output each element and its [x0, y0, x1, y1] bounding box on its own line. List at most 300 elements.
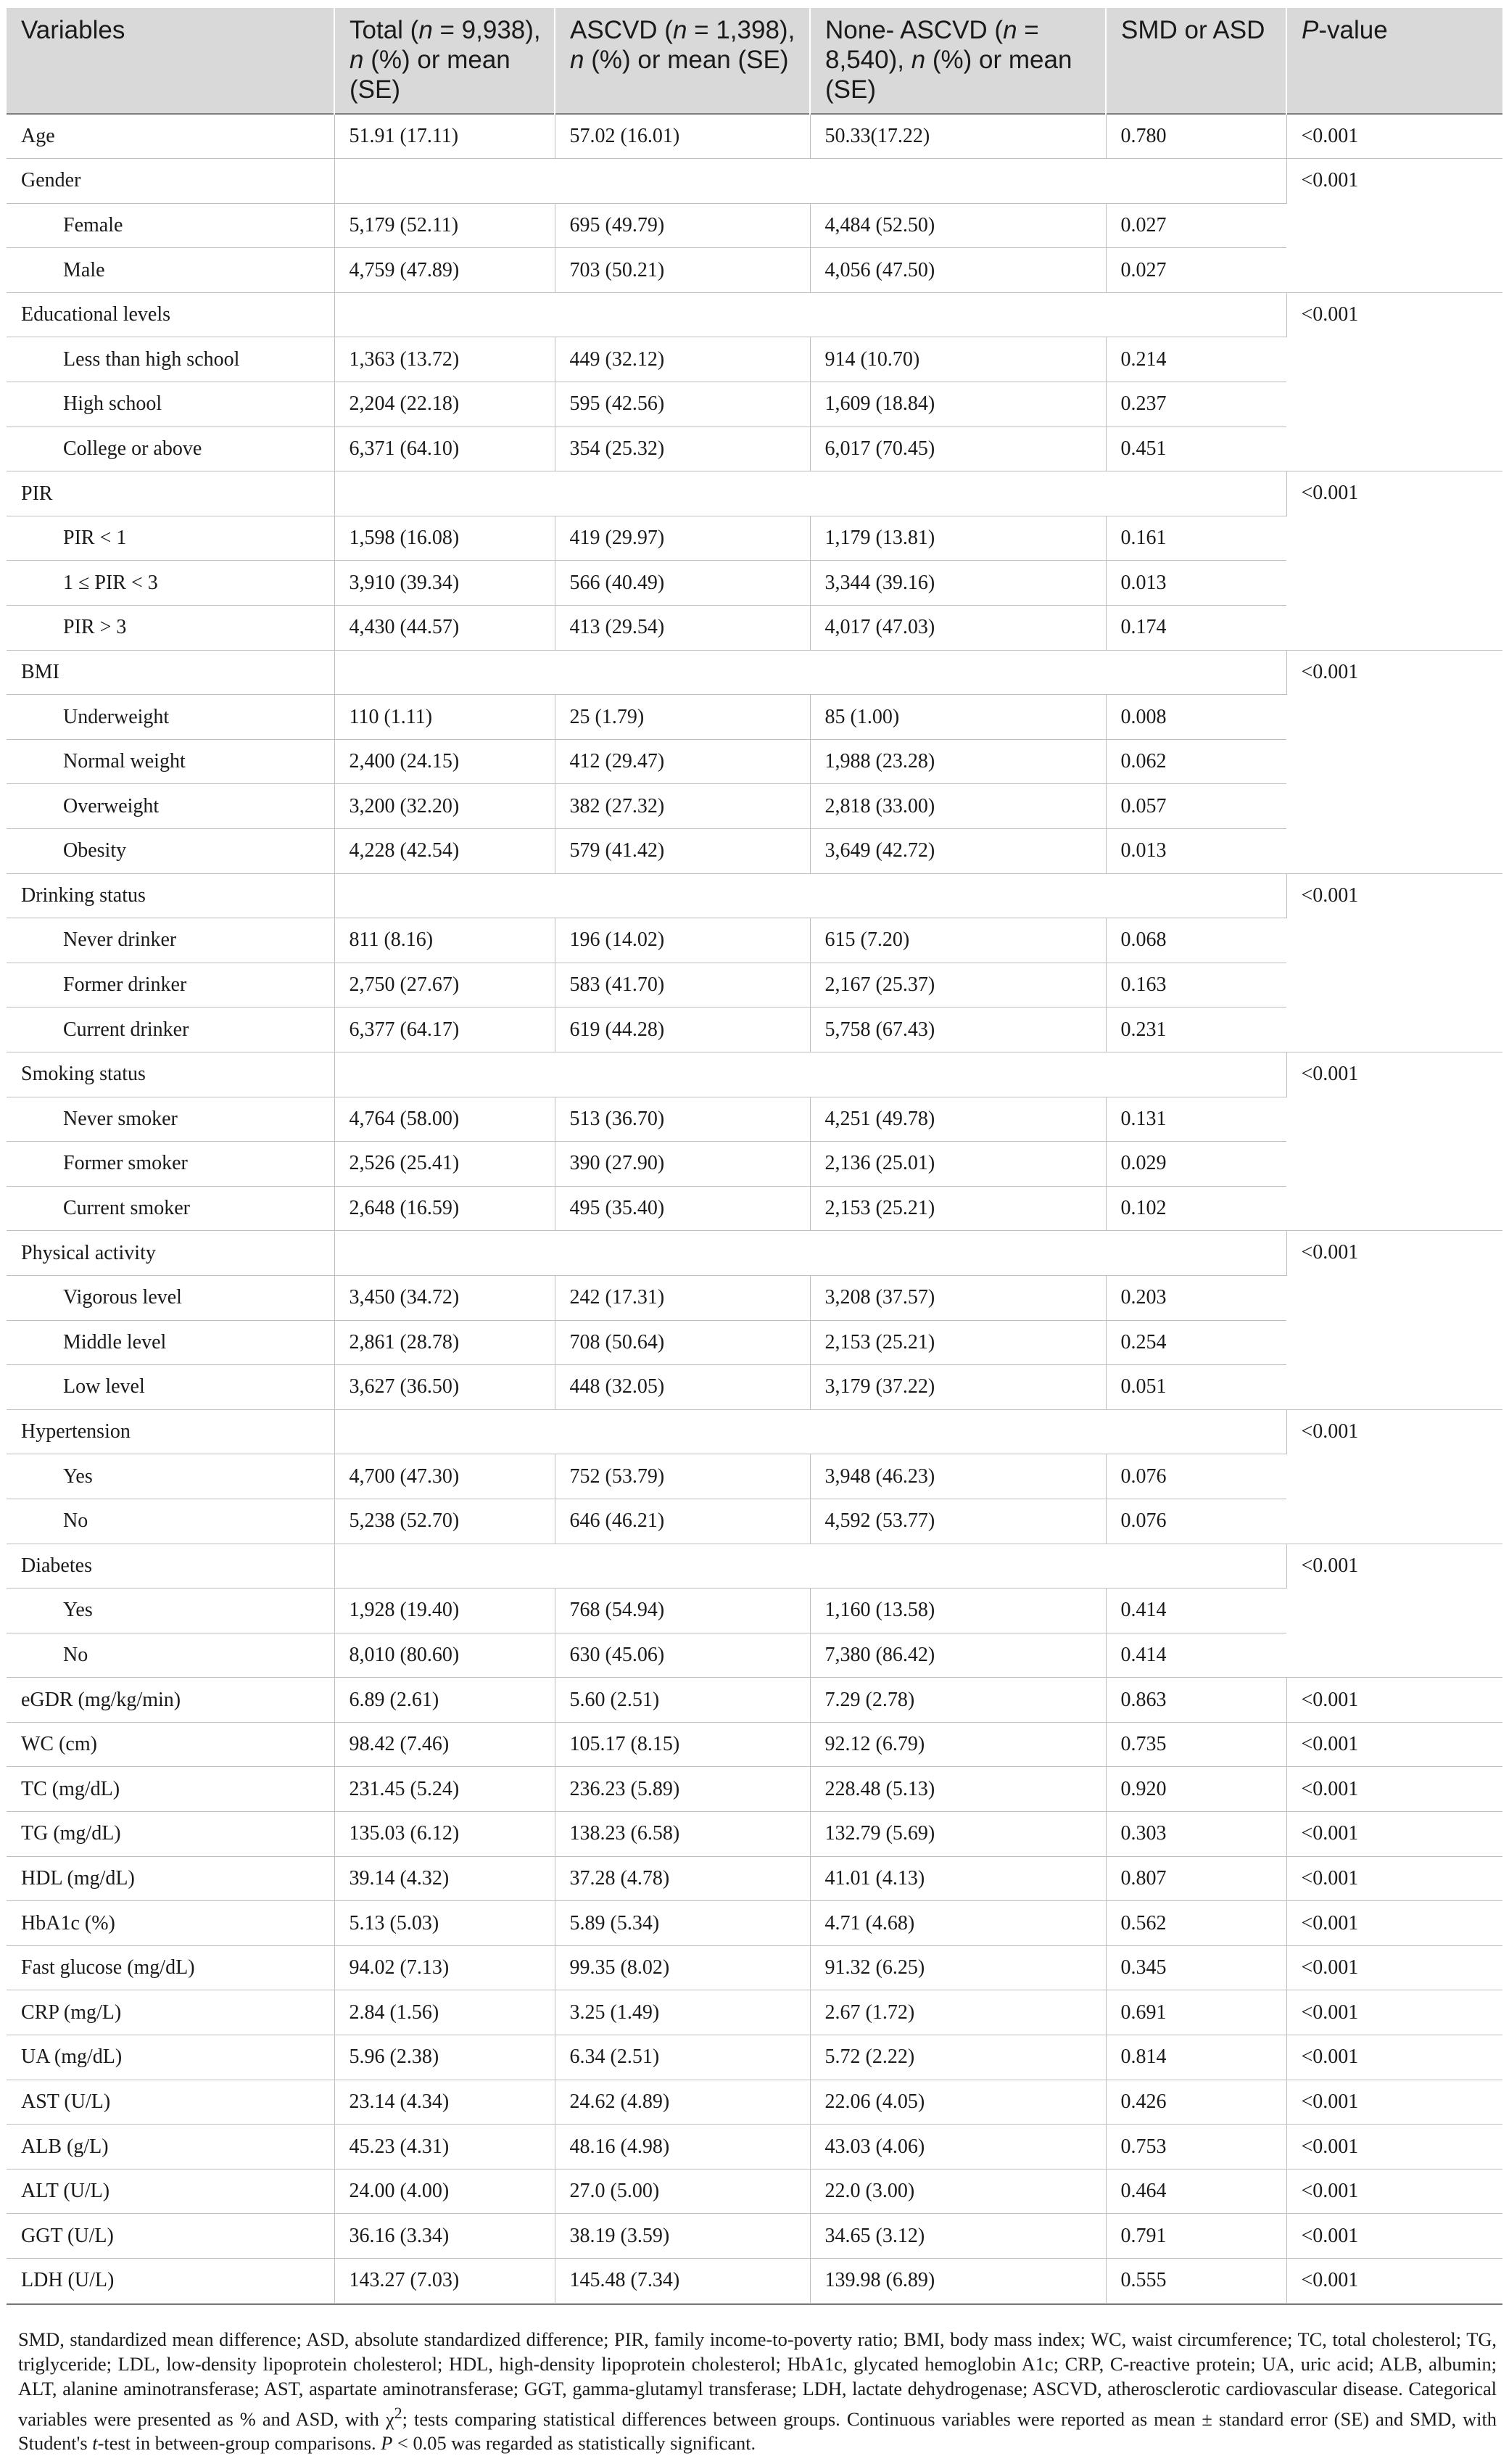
category-blank [334, 1544, 1286, 1589]
cell-ascvd: 196 (14.02) [555, 918, 810, 963]
cell-smd: 0.051 [1106, 1365, 1286, 1410]
cell-ascvd: 57.02 (16.01) [555, 114, 810, 159]
table-row [7, 561, 1502, 606]
cell-none-ascvd: 132.79 (5.69) [810, 1812, 1106, 1857]
category-label: Smoking status [7, 1052, 334, 1097]
cell-smd: 0.008 [1106, 695, 1286, 740]
header-total-text-c: (%) or mean (SE) [350, 46, 510, 104]
cell-smd: 0.013 [1106, 829, 1286, 874]
footnote-part3: -test in between-group comparisons. [97, 2432, 381, 2455]
subcategory-label: Never drinker [7, 918, 334, 963]
cell-total: 98.42 (7.46) [334, 1722, 555, 1767]
cell-none-ascvd: 4.71 (4.68) [810, 1901, 1106, 1946]
subcategory-label: No [7, 1499, 334, 1544]
table-row [7, 1186, 1502, 1231]
cell-ascvd: 27.0 (5.00) [555, 2169, 810, 2214]
cell-none-ascvd: 2,153 (25.21) [810, 1320, 1106, 1365]
cell-none-ascvd: 22.06 (4.05) [810, 2080, 1106, 2125]
table-row [7, 1544, 1502, 1589]
header-none-n1: n [1003, 16, 1017, 44]
cell-none-ascvd: 1,609 (18.84) [810, 382, 1106, 427]
cell-smd: 0.027 [1106, 248, 1286, 293]
cell-none-ascvd: 3,948 (46.23) [810, 1454, 1106, 1499]
cell-ascvd: 630 (45.06) [555, 1633, 810, 1678]
cell-none-ascvd: 7.29 (2.78) [810, 1678, 1106, 1723]
category-blank [334, 292, 1286, 337]
cell-ascvd: 145.48 (7.34) [555, 2259, 810, 2304]
cell-ascvd: 449 (32.12) [555, 337, 810, 382]
table-row [7, 2080, 1502, 2125]
table-row [7, 1409, 1502, 1454]
cell-total: 2,750 (27.67) [334, 963, 555, 1008]
cell-p-value: <0.001 [1286, 2214, 1502, 2259]
cell-none-ascvd: 4,251 (49.78) [810, 1097, 1106, 1142]
footnote-part2: ; tests comparing statistical differences between groups. Continuous variables were reported as mean ± standard error (SE) and SMD, with Student's [18, 2407, 1497, 2455]
cell-p-value: <0.001 [1286, 159, 1502, 293]
table-row [7, 1320, 1502, 1365]
cell-smd: 0.753 [1106, 2125, 1286, 2170]
header-ascvd-n2: n [570, 46, 584, 74]
cell-total: 3,450 (34.72) [334, 1275, 555, 1320]
row-label: Fast glucose (mg/dL) [7, 1945, 334, 1990]
cell-total: 45.23 (4.31) [334, 2125, 555, 2170]
table-row [7, 829, 1502, 874]
cell-none-ascvd: 22.0 (3.00) [810, 2169, 1106, 2214]
cell-none-ascvd: 4,484 (52.50) [810, 203, 1106, 248]
header-ascvd-text-b: = 1,398), [687, 16, 795, 44]
subcategory-label: Overweight [7, 784, 334, 829]
cell-total: 5,179 (52.11) [334, 203, 555, 248]
subcategory-label: Obesity [7, 829, 334, 874]
header-variables [7, 8, 334, 114]
cell-ascvd: 579 (41.42) [555, 829, 810, 874]
subcategory-label: Male [7, 248, 334, 293]
cell-ascvd: 448 (32.05) [555, 1365, 810, 1410]
cell-total: 6,371 (64.10) [334, 427, 555, 471]
header-p-value [1286, 8, 1502, 114]
cell-none-ascvd: 5.72 (2.22) [810, 2035, 1106, 2080]
cell-total: 1,928 (19.40) [334, 1589, 555, 1633]
document-page [7, 0, 1502, 2455]
cell-p-value: <0.001 [1286, 1990, 1502, 2035]
header-variables-text: Variables [21, 16, 125, 44]
row-label: eGDR (mg/kg/min) [7, 1678, 334, 1723]
cell-p-value: <0.001 [1286, 471, 1502, 650]
cell-smd: 0.161 [1106, 516, 1286, 561]
cell-total: 2,400 (24.15) [334, 739, 555, 784]
cell-none-ascvd: 43.03 (4.06) [810, 2125, 1106, 2170]
cell-none-ascvd: 85 (1.00) [810, 695, 1106, 740]
cell-ascvd: 513 (36.70) [555, 1097, 810, 1142]
cell-smd: 0.426 [1106, 2080, 1286, 2125]
cell-p-value: <0.001 [1286, 1544, 1502, 1678]
table-row [7, 1008, 1502, 1052]
cell-none-ascvd: 2,818 (33.00) [810, 784, 1106, 829]
header-none-text-b: = 8,540), [825, 16, 1039, 74]
category-label: Educational levels [7, 292, 334, 337]
category-label: Drinking status [7, 873, 334, 918]
cell-ascvd: 495 (35.40) [555, 1186, 810, 1231]
header-smd [1106, 8, 1286, 114]
header-ascvd [555, 8, 810, 114]
footnote-p-italic: P [381, 2432, 393, 2455]
table-row [7, 2259, 1502, 2304]
table-row [7, 159, 1502, 204]
header-none-text-a: None- ASCVD ( [825, 16, 1004, 44]
cell-p-value: <0.001 [1286, 1231, 1502, 1409]
table-row [7, 1454, 1502, 1499]
subcategory-label: Former drinker [7, 963, 334, 1008]
cell-smd: 0.814 [1106, 2035, 1286, 2080]
cell-total: 3,200 (32.20) [334, 784, 555, 829]
cell-smd: 0.691 [1106, 1990, 1286, 2035]
cell-total: 1,363 (13.72) [334, 337, 555, 382]
header-total-text-a: Total ( [350, 16, 419, 44]
cell-none-ascvd: 92.12 (6.79) [810, 1722, 1106, 1767]
table-row [7, 1678, 1502, 1723]
cell-ascvd: 390 (27.90) [555, 1142, 810, 1187]
cell-none-ascvd: 139.98 (6.89) [810, 2259, 1106, 2304]
category-blank [334, 650, 1286, 695]
cell-ascvd: 37.28 (4.78) [555, 1856, 810, 1901]
subcategory-label: Yes [7, 1589, 334, 1633]
cell-p-value: <0.001 [1286, 1722, 1502, 1767]
cell-total: 24.00 (4.00) [334, 2169, 555, 2214]
cell-smd: 0.780 [1106, 114, 1286, 159]
table-row [7, 114, 1502, 159]
cell-none-ascvd: 1,988 (23.28) [810, 739, 1106, 784]
cell-smd: 0.068 [1106, 918, 1286, 963]
cell-ascvd: 48.16 (4.98) [555, 2125, 810, 2170]
cell-smd: 0.345 [1106, 1945, 1286, 1990]
table-row [7, 1767, 1502, 1812]
header-ascvd-n1: n [672, 16, 687, 44]
cell-none-ascvd: 2.67 (1.72) [810, 1990, 1106, 2035]
cell-smd: 0.062 [1106, 739, 1286, 784]
table-row [7, 1901, 1502, 1946]
table-row [7, 427, 1502, 471]
cell-total: 135.03 (6.12) [334, 1812, 555, 1857]
table-row [7, 1097, 1502, 1142]
cell-p-value: <0.001 [1286, 1945, 1502, 1990]
cell-none-ascvd: 2,153 (25.21) [810, 1186, 1106, 1231]
cell-none-ascvd: 7,380 (86.42) [810, 1633, 1106, 1678]
cell-p-value: <0.001 [1286, 1812, 1502, 1857]
table-row [7, 1633, 1502, 1678]
subcategory-label: No [7, 1633, 334, 1678]
cell-ascvd: 138.23 (6.58) [555, 1812, 810, 1857]
cell-p-value: <0.001 [1286, 873, 1502, 1052]
cell-total: 8,010 (80.60) [334, 1633, 555, 1678]
subcategory-label: Former smoker [7, 1142, 334, 1187]
row-label: LDH (U/L) [7, 2259, 334, 2304]
table-row [7, 1142, 1502, 1187]
cell-p-value: <0.001 [1286, 650, 1502, 873]
cell-ascvd: 5.60 (2.51) [555, 1678, 810, 1723]
cell-p-value: <0.001 [1286, 1678, 1502, 1723]
subcategory-label: College or above [7, 427, 334, 471]
cell-total: 2,861 (28.78) [334, 1320, 555, 1365]
cell-smd: 0.214 [1106, 337, 1286, 382]
row-label: GGT (U/L) [7, 2214, 334, 2259]
table-row [7, 963, 1502, 1008]
cell-ascvd: 236.23 (5.89) [555, 1767, 810, 1812]
cell-total: 3,627 (36.50) [334, 1365, 555, 1410]
cell-none-ascvd: 41.01 (4.13) [810, 1856, 1106, 1901]
cell-none-ascvd: 91.32 (6.25) [810, 1945, 1106, 1990]
cell-total: 4,700 (47.30) [334, 1454, 555, 1499]
footnote-part4: < 0.05 was regarded as statistically significant. [392, 2432, 756, 2455]
cell-total: 5.13 (5.03) [334, 1901, 555, 1946]
subcategory-label: Normal weight [7, 739, 334, 784]
table-row [7, 918, 1502, 963]
row-label: TG (mg/dL) [7, 1812, 334, 1857]
cell-total: 4,764 (58.00) [334, 1097, 555, 1142]
category-blank [334, 873, 1286, 918]
cell-ascvd: 5.89 (5.34) [555, 1901, 810, 1946]
header-ascvd-text-c: (%) or mean (SE) [584, 46, 789, 74]
row-label: TC (mg/dL) [7, 1767, 334, 1812]
cell-total: 39.14 (4.32) [334, 1856, 555, 1901]
cell-ascvd: 752 (53.79) [555, 1454, 810, 1499]
cell-total: 2,204 (22.18) [334, 382, 555, 427]
cell-smd: 0.013 [1106, 561, 1286, 606]
cell-smd: 0.791 [1106, 2214, 1286, 2259]
cell-total: 4,430 (44.57) [334, 606, 555, 651]
cell-total: 2,526 (25.41) [334, 1142, 555, 1187]
cell-p-value: <0.001 [1286, 292, 1502, 471]
table-body [7, 114, 1502, 2303]
cell-none-ascvd: 2,136 (25.01) [810, 1142, 1106, 1187]
cell-smd: 0.237 [1106, 382, 1286, 427]
category-label: Gender [7, 159, 334, 204]
header-total-n1: n [418, 16, 433, 44]
table-row [7, 2035, 1502, 2080]
table-row [7, 1589, 1502, 1633]
subcategory-label: PIR < 1 [7, 516, 334, 561]
category-label: Hypertension [7, 1409, 334, 1454]
table-row [7, 516, 1502, 561]
subcategory-label: Middle level [7, 1320, 334, 1365]
cell-total: 110 (1.11) [334, 695, 555, 740]
header-none-ascvd [810, 8, 1106, 114]
cell-none-ascvd: 615 (7.20) [810, 918, 1106, 963]
cell-smd: 0.562 [1106, 1901, 1286, 1946]
cell-smd: 0.029 [1106, 1142, 1286, 1187]
cell-ascvd: 695 (49.79) [555, 203, 810, 248]
cell-ascvd: 25 (1.79) [555, 695, 810, 740]
footnote-chi-sup: 2 [394, 2403, 402, 2422]
cell-p-value: <0.001 [1286, 1901, 1502, 1946]
cell-smd: 0.231 [1106, 1008, 1286, 1052]
cell-none-ascvd: 914 (10.70) [810, 337, 1106, 382]
cell-total: 4,228 (42.54) [334, 829, 555, 874]
table-row [7, 1231, 1502, 1276]
category-label: PIR [7, 471, 334, 516]
table-row [7, 1945, 1502, 1990]
cell-p-value: <0.001 [1286, 1767, 1502, 1812]
cell-ascvd: 6.34 (2.51) [555, 2035, 810, 2080]
category-blank [334, 1231, 1286, 1276]
cell-total: 6,377 (64.17) [334, 1008, 555, 1052]
cell-none-ascvd: 3,649 (42.72) [810, 829, 1106, 874]
table-row [7, 695, 1502, 740]
cell-ascvd: 38.19 (3.59) [555, 2214, 810, 2259]
table-footnote [7, 2305, 1502, 2456]
cell-total: 2.84 (1.56) [334, 1990, 555, 2035]
cell-ascvd: 413 (29.54) [555, 606, 810, 651]
table-row [7, 2169, 1502, 2214]
cell-smd: 0.451 [1106, 427, 1286, 471]
table-row [7, 1722, 1502, 1767]
cell-total: 811 (8.16) [334, 918, 555, 963]
cell-none-ascvd: 3,344 (39.16) [810, 561, 1106, 606]
header-none-n2: n [911, 46, 926, 74]
cell-total: 51.91 (17.11) [334, 114, 555, 159]
cell-total: 1,598 (16.08) [334, 516, 555, 561]
table-row [7, 2214, 1502, 2259]
cell-smd: 0.163 [1106, 963, 1286, 1008]
table-row [7, 1052, 1502, 1097]
baseline-characteristics-table [7, 8, 1502, 2304]
cell-p-value: <0.001 [1286, 1856, 1502, 1901]
cell-p-value: <0.001 [1286, 2259, 1502, 2304]
row-label: ALT (U/L) [7, 2169, 334, 2214]
cell-total: 5,238 (52.70) [334, 1499, 555, 1544]
category-blank [334, 1052, 1286, 1097]
subcategory-label: Current smoker [7, 1186, 334, 1231]
row-label: CRP (mg/L) [7, 1990, 334, 2035]
header-total-n2: n [350, 46, 364, 74]
category-label: Physical activity [7, 1231, 334, 1276]
cell-smd: 0.203 [1106, 1275, 1286, 1320]
cell-total: 5.96 (2.38) [334, 2035, 555, 2080]
header-total-text-b: = 9,938), [432, 16, 541, 44]
footnote-t-italic: t [92, 2432, 98, 2455]
cell-p-value: <0.001 [1286, 1409, 1502, 1544]
cell-none-ascvd: 34.65 (3.12) [810, 2214, 1106, 2259]
cell-smd: 0.920 [1106, 1767, 1286, 1812]
cell-ascvd: 768 (54.94) [555, 1589, 810, 1633]
cell-ascvd: 382 (27.32) [555, 784, 810, 829]
cell-p-value: <0.001 [1286, 2080, 1502, 2125]
subcategory-label: Vigorous level [7, 1275, 334, 1320]
row-label: AST (U/L) [7, 2080, 334, 2125]
cell-total: 6.89 (2.61) [334, 1678, 555, 1723]
cell-smd: 0.076 [1106, 1454, 1286, 1499]
row-label: WC (cm) [7, 1722, 334, 1767]
cell-ascvd: 105.17 (8.15) [555, 1722, 810, 1767]
footnote-chi: χ [385, 2407, 394, 2430]
cell-p-value: <0.001 [1286, 2169, 1502, 2214]
cell-total: 2,648 (16.59) [334, 1186, 555, 1231]
cell-p-value: <0.001 [1286, 2125, 1502, 2170]
cell-ascvd: 412 (29.47) [555, 739, 810, 784]
cell-none-ascvd: 3,179 (37.22) [810, 1365, 1106, 1410]
cell-total: 36.16 (3.34) [334, 2214, 555, 2259]
table-row [7, 248, 1502, 293]
table-header [7, 8, 1502, 114]
table-row [7, 650, 1502, 695]
cell-ascvd: 99.35 (8.02) [555, 1945, 810, 1990]
cell-p-value: <0.001 [1286, 1052, 1502, 1230]
subcategory-label: Underweight [7, 695, 334, 740]
cell-none-ascvd: 3,208 (37.57) [810, 1275, 1106, 1320]
header-p-italic: P [1302, 16, 1319, 44]
cell-total: 4,759 (47.89) [334, 248, 555, 293]
table-row [7, 1499, 1502, 1544]
cell-p-value: <0.001 [1286, 2035, 1502, 2080]
subcategory-label: Yes [7, 1454, 334, 1499]
cell-none-ascvd: 5,758 (67.43) [810, 1008, 1106, 1052]
row-label: UA (mg/dL) [7, 2035, 334, 2080]
cell-smd: 0.076 [1106, 1499, 1286, 1544]
row-label: Age [7, 114, 334, 159]
cell-total: 231.45 (5.24) [334, 1767, 555, 1812]
cell-none-ascvd: 4,592 (53.77) [810, 1499, 1106, 1544]
category-label: BMI [7, 650, 334, 695]
cell-total: 94.02 (7.13) [334, 1945, 555, 1990]
cell-none-ascvd: 6,017 (70.45) [810, 427, 1106, 471]
table-row [7, 337, 1502, 382]
cell-none-ascvd: 4,056 (47.50) [810, 248, 1106, 293]
cell-ascvd: 703 (50.21) [555, 248, 810, 293]
row-label: HbA1c (%) [7, 1901, 334, 1946]
cell-ascvd: 3.25 (1.49) [555, 1990, 810, 2035]
cell-smd: 0.174 [1106, 606, 1286, 651]
cell-ascvd: 595 (42.56) [555, 382, 810, 427]
cell-none-ascvd: 50.33(17.22) [810, 114, 1106, 159]
table-row [7, 1812, 1502, 1857]
header-none-text-c: (%) or mean (SE) [825, 46, 1072, 104]
cell-ascvd: 566 (40.49) [555, 561, 810, 606]
row-label: HDL (mg/dL) [7, 1856, 334, 1901]
cell-smd: 0.131 [1106, 1097, 1286, 1142]
header-smd-text: SMD or ASD [1121, 16, 1265, 44]
subcategory-label: Low level [7, 1365, 334, 1410]
category-blank [334, 1409, 1286, 1454]
cell-smd: 0.735 [1106, 1722, 1286, 1767]
category-blank [334, 471, 1286, 516]
cell-ascvd: 708 (50.64) [555, 1320, 810, 1365]
cell-smd: 0.863 [1106, 1678, 1286, 1723]
cell-ascvd: 24.62 (4.89) [555, 2080, 810, 2125]
cell-none-ascvd: 2,167 (25.37) [810, 963, 1106, 1008]
table-row [7, 1856, 1502, 1901]
table-row [7, 2125, 1502, 2170]
row-label: ALB (g/L) [7, 2125, 334, 2170]
cell-total: 3,910 (39.34) [334, 561, 555, 606]
cell-smd: 0.414 [1106, 1589, 1286, 1633]
table-row [7, 203, 1502, 248]
cell-smd: 0.057 [1106, 784, 1286, 829]
table-row [7, 1275, 1502, 1320]
cell-p-value: <0.001 [1286, 114, 1502, 159]
cell-none-ascvd: 228.48 (5.13) [810, 1767, 1106, 1812]
cell-ascvd: 242 (17.31) [555, 1275, 810, 1320]
subcategory-label: Female [7, 203, 334, 248]
cell-ascvd: 583 (41.70) [555, 963, 810, 1008]
cell-none-ascvd: 1,179 (13.81) [810, 516, 1106, 561]
subcategory-label: 1 ≤ PIR < 3 [7, 561, 334, 606]
cell-total: 23.14 (4.34) [334, 2080, 555, 2125]
category-blank [334, 159, 1286, 204]
cell-smd: 0.414 [1106, 1633, 1286, 1678]
subcategory-label: PIR > 3 [7, 606, 334, 651]
cell-ascvd: 646 (46.21) [555, 1499, 810, 1544]
cell-none-ascvd: 1,160 (13.58) [810, 1589, 1106, 1633]
cell-none-ascvd: 4,017 (47.03) [810, 606, 1106, 651]
